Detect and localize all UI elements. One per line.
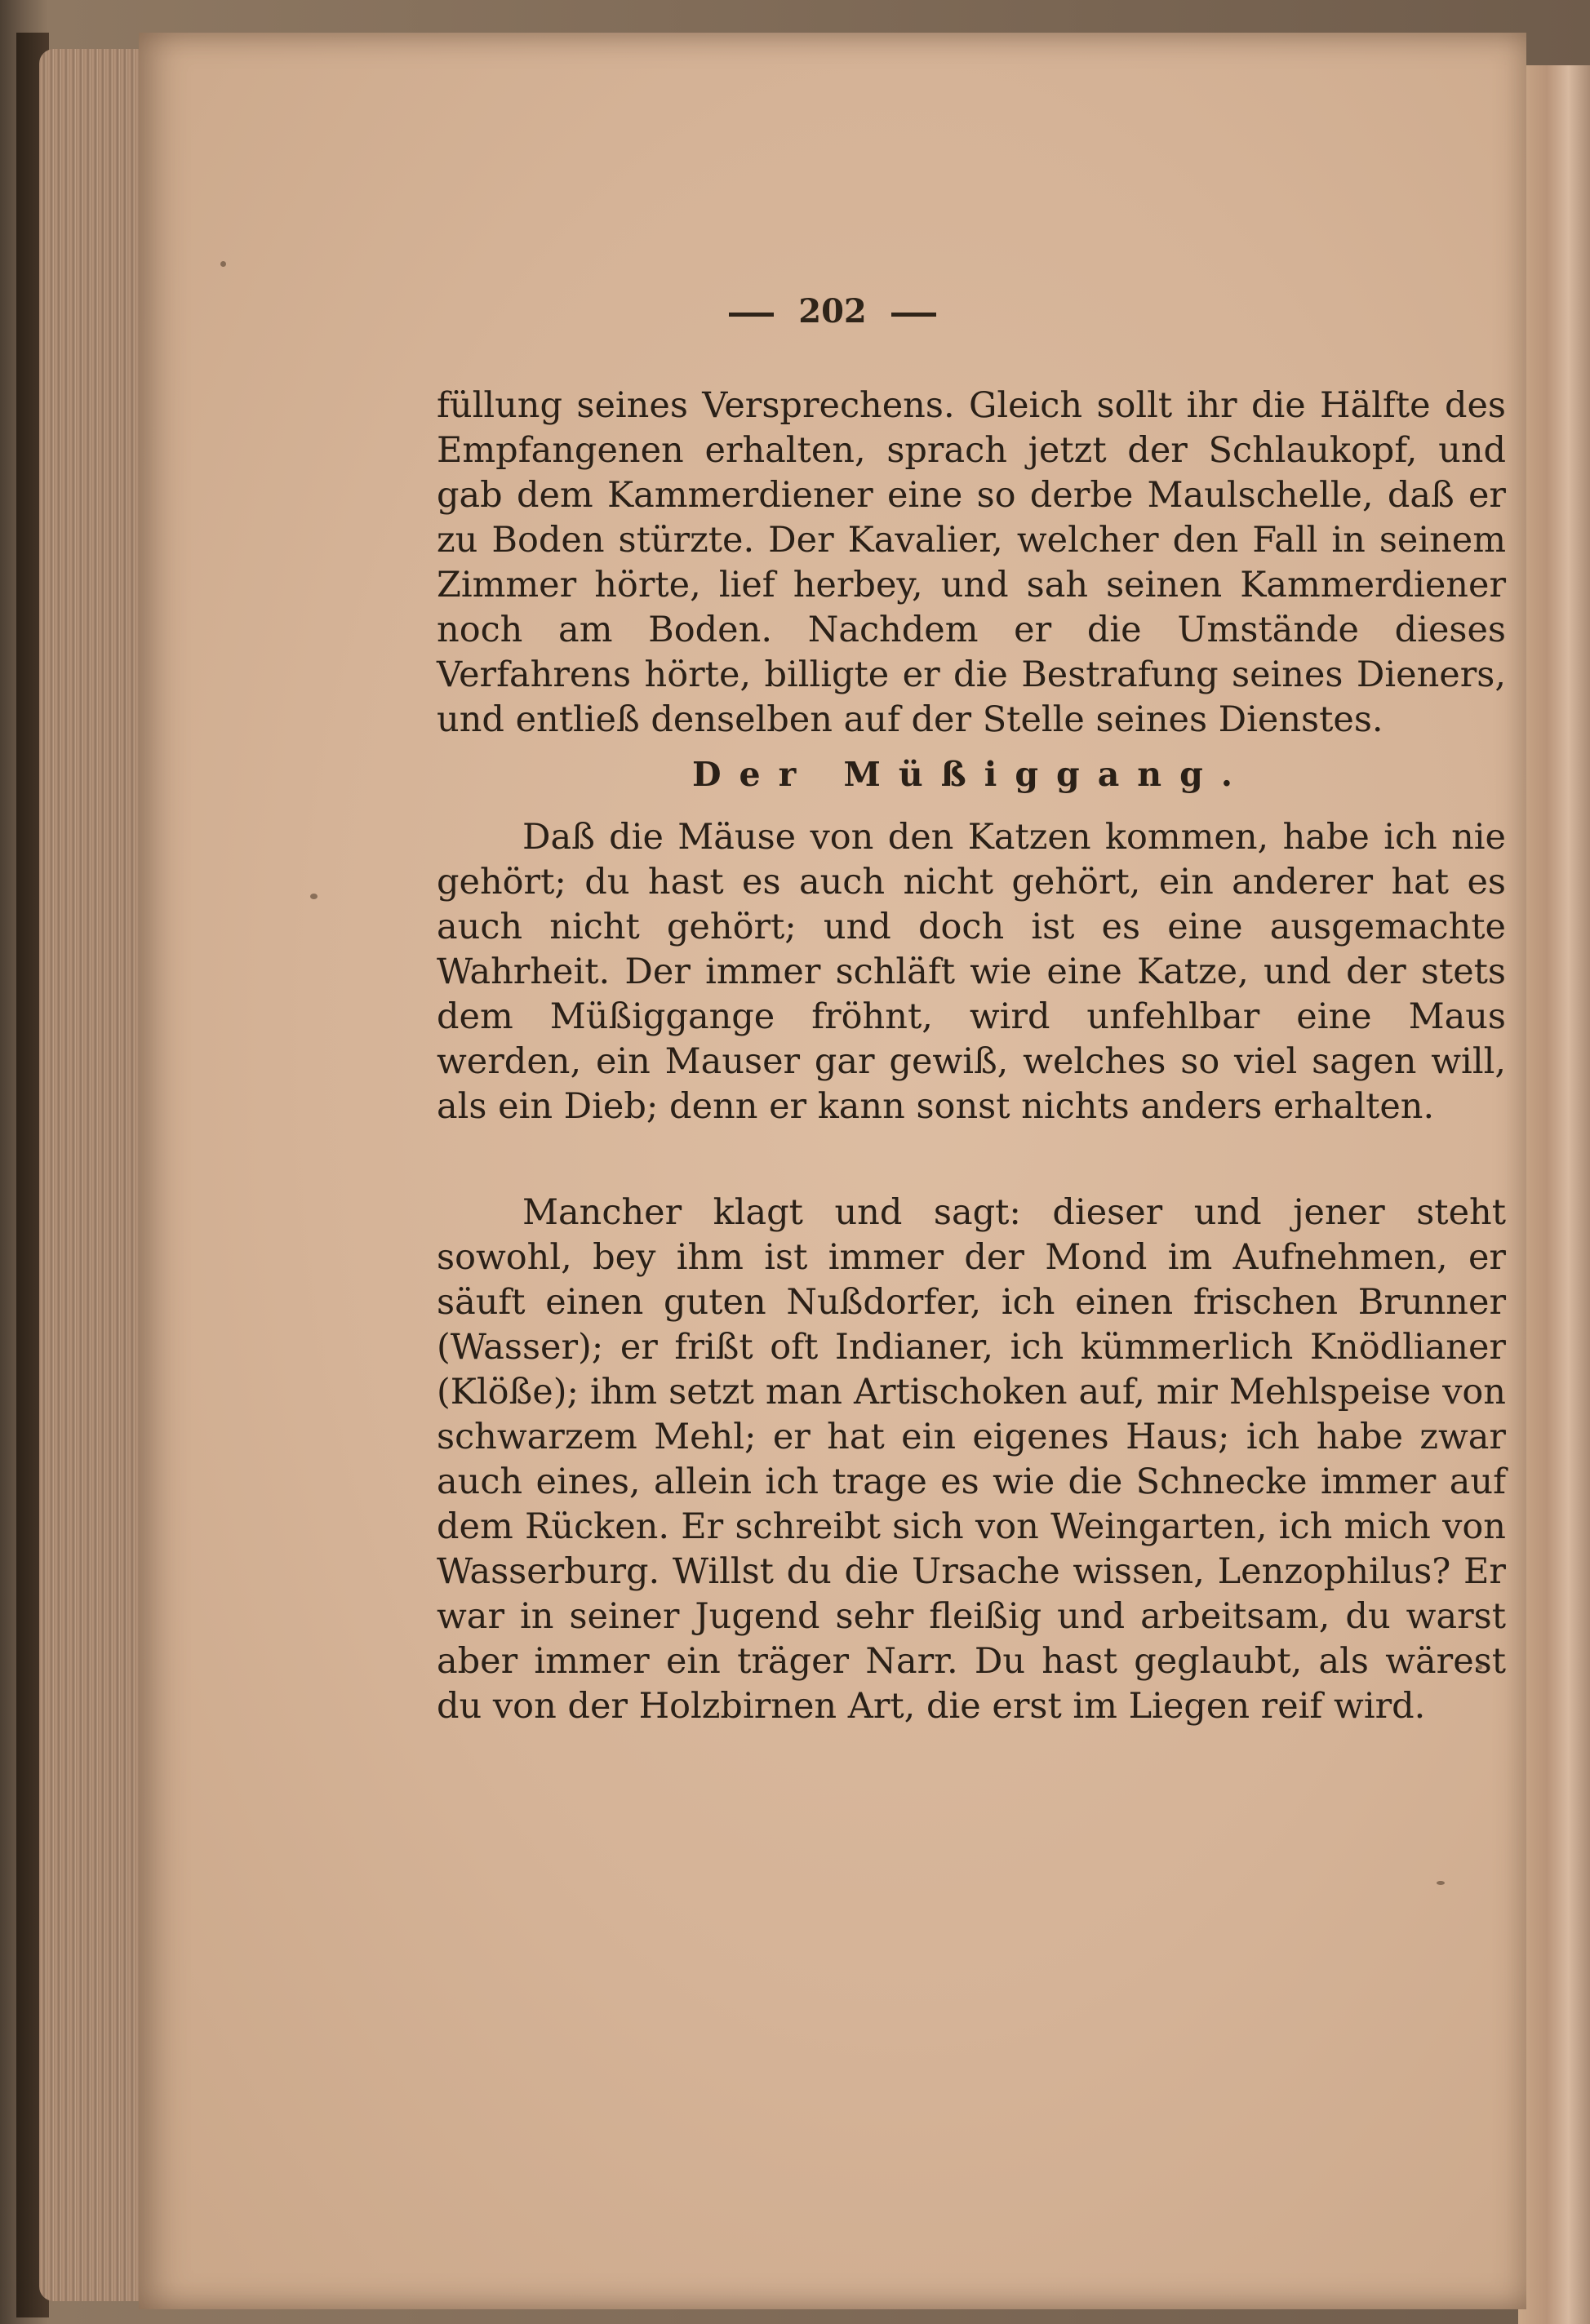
book-page [139, 33, 1526, 2309]
paragraph: Daß die Mäuse von den Katzen kommen, habe ich nie gehört; du hast es auch nicht gehört, ein anderer hat es auch nicht gehört; und doch ist es eine ausgemachte Wahrheit. Der immer schläft wie eine Katze, und der stets dem Müßiggange fröhnt, wird unfehlbar eine Maus werden, ein Mauser gar gewiß, welches so viel sagen will, als ein Dieb; denn er kann sonst nichts anders erhalten. [437, 817, 1506, 1127]
page-body [437, 384, 1506, 1729]
page-header [139, 292, 1526, 330]
header-dash-left [729, 313, 774, 317]
paper-speck [1437, 1881, 1445, 1885]
header-dash-right [891, 313, 936, 317]
paragraph: füllung seines Versprechens. Gleich sollt ihr die Hälfte des Empfangenen erhalten, sprach jetzt der Schlaukopf, und gab dem Kammerdiener eine so derbe Maulschelle, daß er zu Boden stürzte. Der Kavalier, welcher den Fall in seinem Zimmer hörte, lief herbey, und sah seinen Kammerdiener noch am Boden. Nachdem er die Umstände dieses Verfahrens hörte, billigte er die Bestrafung seines Dieners, und entließ denselben auf der Stelle seines Dienstes. [437, 385, 1506, 740]
paper-speck [220, 261, 226, 267]
paragraph: Mancher klagt und sagt: dieser und jener steht sowohl, bey ihm ist immer der Mond im Aufnehmen, er säuft einen guten Nußdorfer, ich einen frischen Brunner (Wasser); er frißt oft Indianer, ich kümmerlich Knödlianer (Klöße); ihm setzt man Artischoken auf, mir Mehlspeise von schwarzem Mehl; er hat ein eigenes Haus; ich habe zwar auch eines, allein ich trage es wie die Schnecke immer auf dem Rücken. Er schreibt sich von Weingarten, ich mich von Wasserburg. Willst du die Ursache wissen, Lenzophilus? Er war in seiner Jugend sehr fleißig und arbeitsam, du warst aber immer ein träger Narr. Du hast geglaubt, als wärest du von der Holzbirnen Art, die erst im Liegen reif wird. [437, 1192, 1506, 1727]
facing-page-edge [1518, 65, 1590, 2324]
paper-speck [310, 894, 318, 899]
page-number: 202 [798, 292, 867, 330]
section-title: Der Müßiggang. [691, 755, 1251, 794]
